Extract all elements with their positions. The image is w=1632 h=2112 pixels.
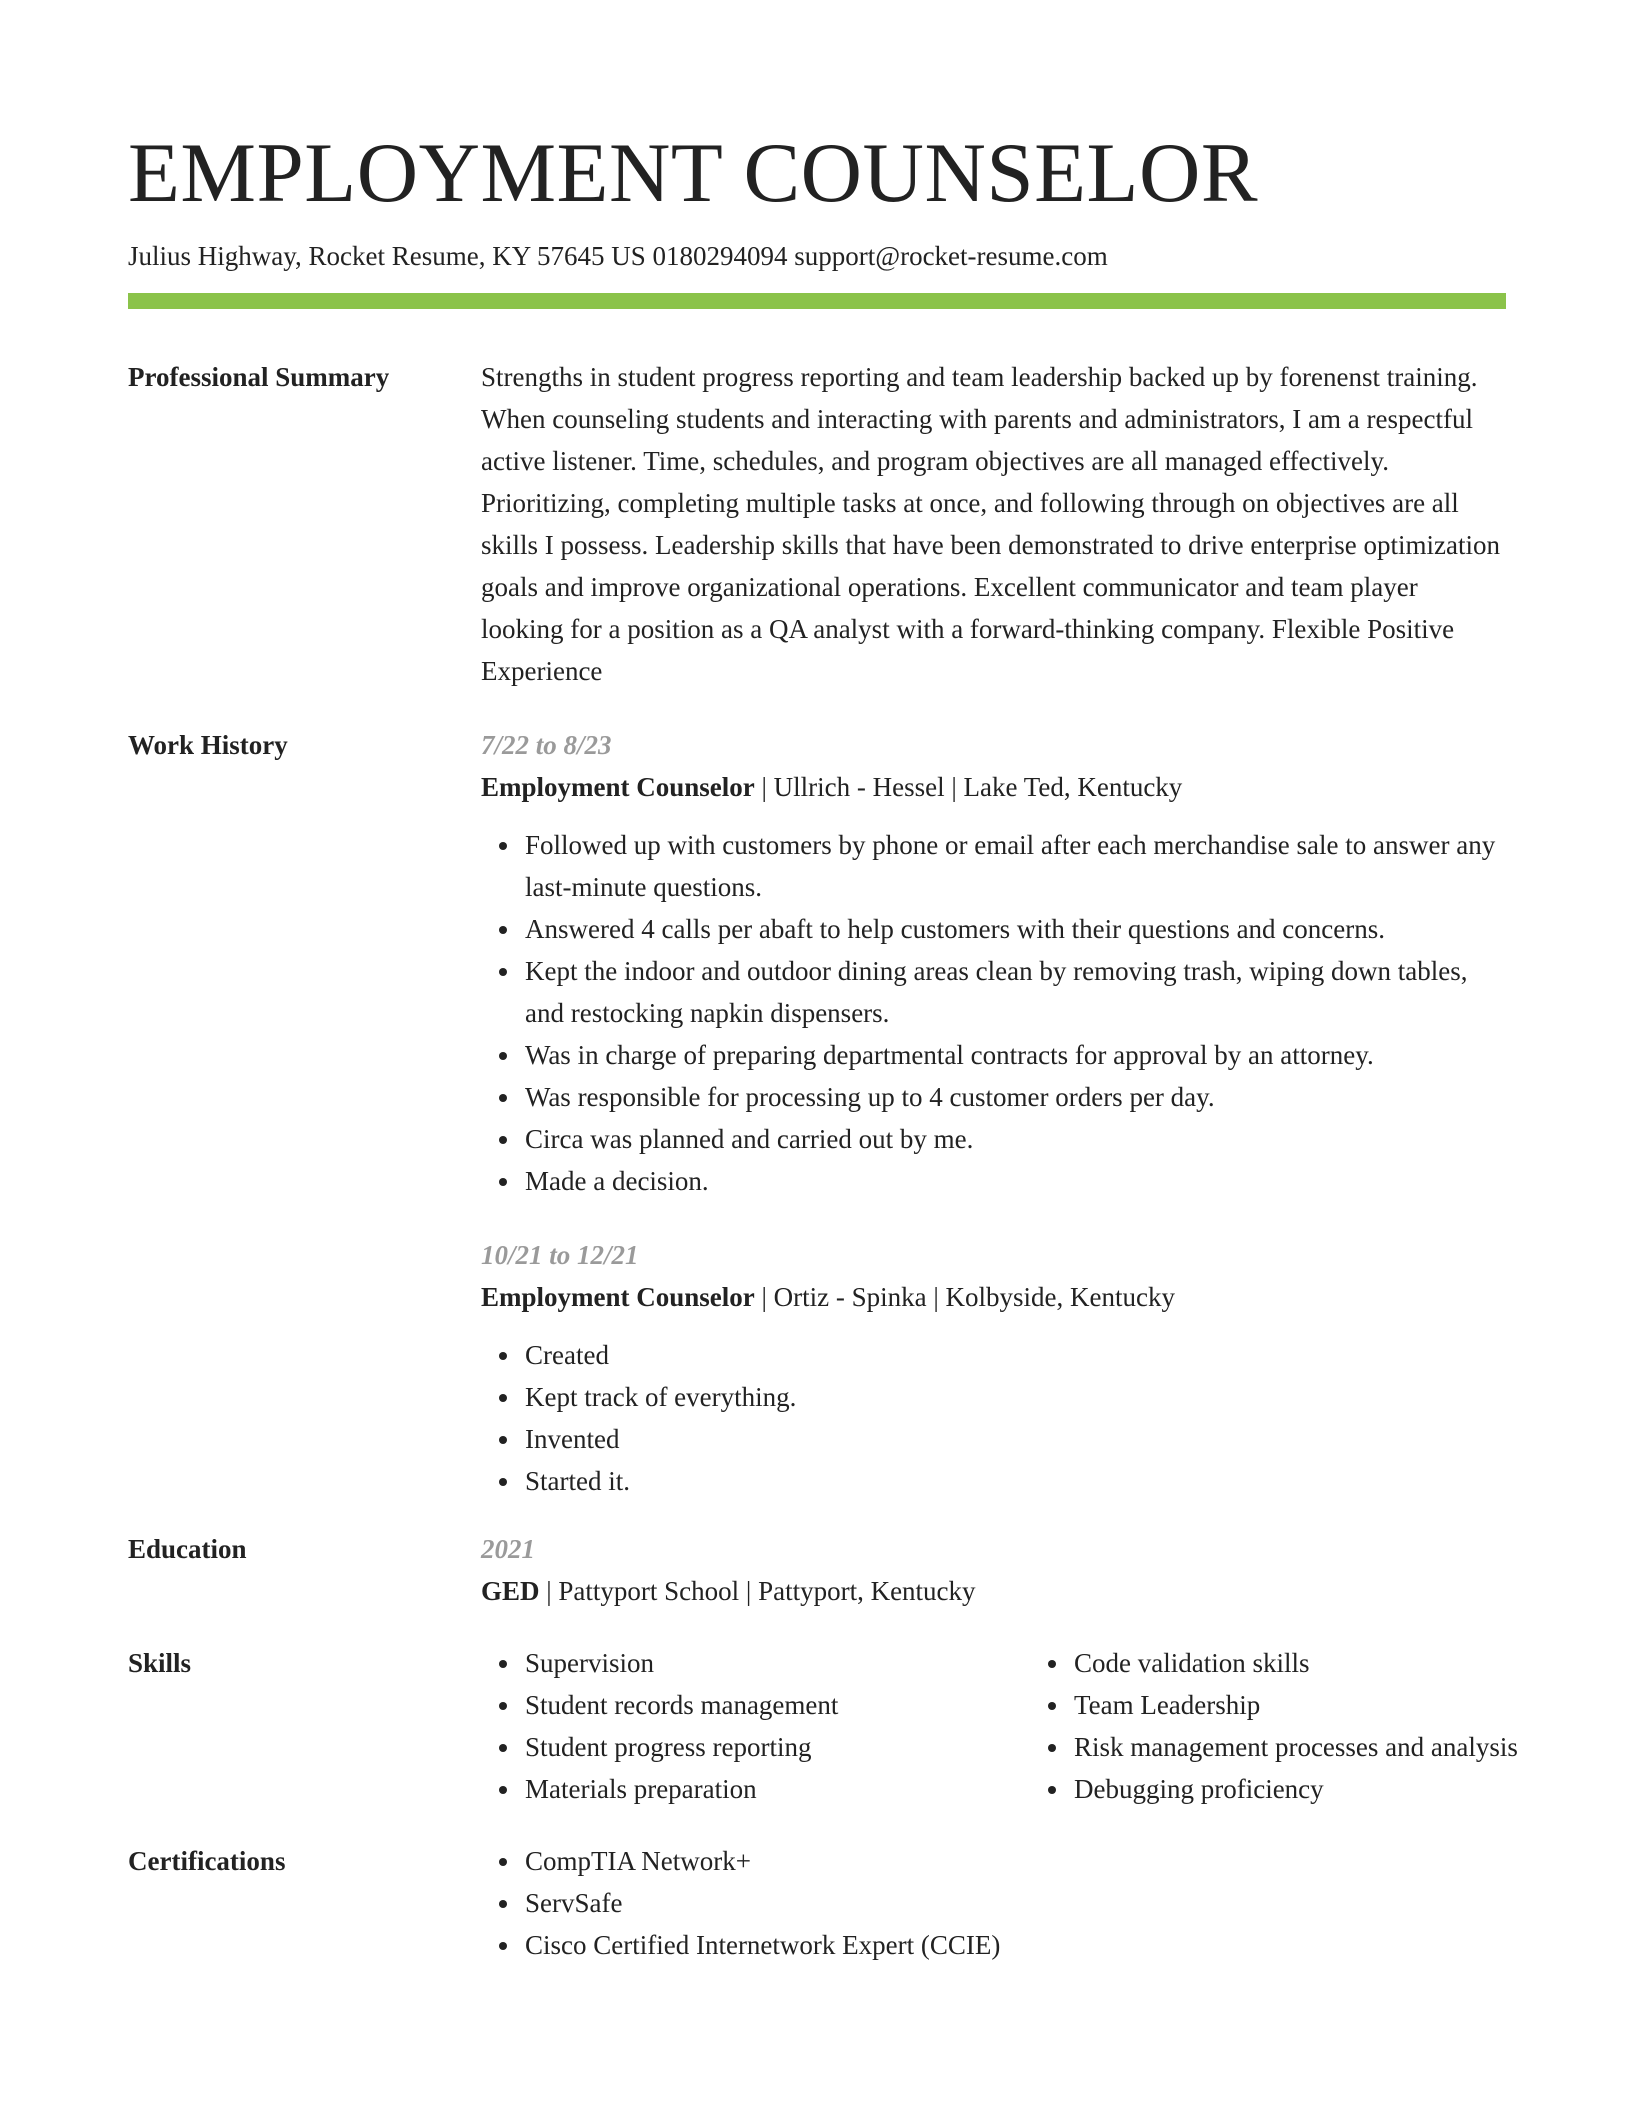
list-item: Cisco Certified Internetwork Expert (CCIE) <box>525 1924 1506 1966</box>
job-details: | Ortiz - Spinka | Kolbyside, Kentucky <box>754 1282 1176 1312</box>
job-title: Employment Counselor <box>481 1282 755 1312</box>
job-bullets <box>481 1334 1506 1502</box>
list-item: ServSafe <box>525 1882 1506 1924</box>
skills-column-2 <box>1030 1642 1594 1810</box>
education-line <box>481 1570 1506 1612</box>
resume-title: EMPLOYMENT COUNSELOR <box>128 126 1259 220</box>
education-body <box>481 1528 1506 1612</box>
summary-text: Strengths in student progress reporting and team leadership backed up by forenenst training. When counseling students and interacting with parents and administrators, I am a respectful active listener. Time, schedules, and program objectives are all managed effectively. Prioritizing, completing multiple tasks at once, and following through on objectives are all skills I possess. Leadership skills that have been demonstrated to drive enterprise optimization goals and improve organizational operations. Excellent communicator and team player looking for a position as a QA analyst with a forward-thinking company. Flexible Positive Experience <box>481 362 1501 686</box>
list-item: Supervision <box>525 1642 1030 1684</box>
certifications-list <box>481 1840 1506 1966</box>
resume-page <box>128 118 1518 1966</box>
list-item: Made a decision. <box>525 1160 1506 1202</box>
section-label-summary: Professional Summary <box>128 362 390 392</box>
list-item: Started it. <box>525 1460 1506 1502</box>
job-details: | Ullrich - Hessel | Lake Ted, Kentucky <box>754 772 1183 802</box>
section-skills <box>128 1642 1518 1810</box>
job-bullets <box>481 824 1506 1202</box>
job-entry <box>481 1234 1506 1502</box>
education-degree: GED <box>481 1576 540 1606</box>
job-entry <box>481 724 1506 1202</box>
section-label-certifications: Certifications <box>128 1846 286 1876</box>
accent-divider <box>128 293 1506 309</box>
section-education <box>128 1528 1506 1612</box>
section-certifications <box>128 1840 1506 1966</box>
section-label-work: Work History <box>128 730 288 760</box>
education-details: | Pattyport School | Pattyport, Kentucky <box>539 1576 976 1606</box>
work-history-body <box>481 724 1506 1502</box>
list-item: Debugging proficiency <box>1074 1768 1594 1810</box>
list-item: Kept track of everything. <box>525 1376 1506 1418</box>
list-item: Circa was planned and carried out by me. <box>525 1118 1506 1160</box>
list-item: Invented <box>525 1418 1506 1460</box>
list-item: Student records management <box>525 1684 1030 1726</box>
section-work-history <box>128 724 1506 1502</box>
job-role-line <box>481 1276 1506 1318</box>
section-label-education: Education <box>128 1534 247 1564</box>
list-item: Code validation skills <box>1074 1642 1594 1684</box>
list-item: Created <box>525 1334 1506 1376</box>
list-item: Was in charge of preparing departmental contracts for approval by an attorney. <box>525 1034 1506 1076</box>
contact-line: Julius Highway, Rocket Resume, KY 57645 US 0180294094 support@rocket-resume.com <box>128 241 1108 271</box>
list-item: Kept the indoor and outdoor dining areas clean by removing trash, wiping down tables, and restocking napkin dispensers. <box>525 950 1506 1034</box>
job-role-line <box>481 766 1506 808</box>
skills-grid <box>481 1642 1594 1810</box>
job-title: Employment Counselor <box>481 772 755 802</box>
list-item: Followed up with customers by phone or email after each merchandise sale to answer any last-minute questions. <box>525 824 1506 908</box>
job-dates: 7/22 to 8/23 <box>481 730 612 760</box>
certifications-body <box>481 1840 1506 1966</box>
education-year: 2021 <box>481 1534 535 1564</box>
list-item: Risk management processes and analysis <box>1074 1726 1594 1768</box>
skills-body <box>481 1642 1594 1810</box>
list-item: CompTIA Network+ <box>525 1840 1506 1882</box>
list-item: Student progress reporting <box>525 1726 1030 1768</box>
list-item: Materials preparation <box>525 1768 1030 1810</box>
job-dates: 10/21 to 12/21 <box>481 1240 639 1270</box>
skills-column-1 <box>481 1642 1030 1810</box>
section-professional-summary <box>128 356 1506 692</box>
list-item: Was responsible for processing up to 4 customer orders per day. <box>525 1076 1506 1118</box>
list-item: Answered 4 calls per abaft to help customers with their questions and concerns. <box>525 908 1506 950</box>
list-item: Team Leadership <box>1074 1684 1594 1726</box>
section-label-skills: Skills <box>128 1648 192 1678</box>
